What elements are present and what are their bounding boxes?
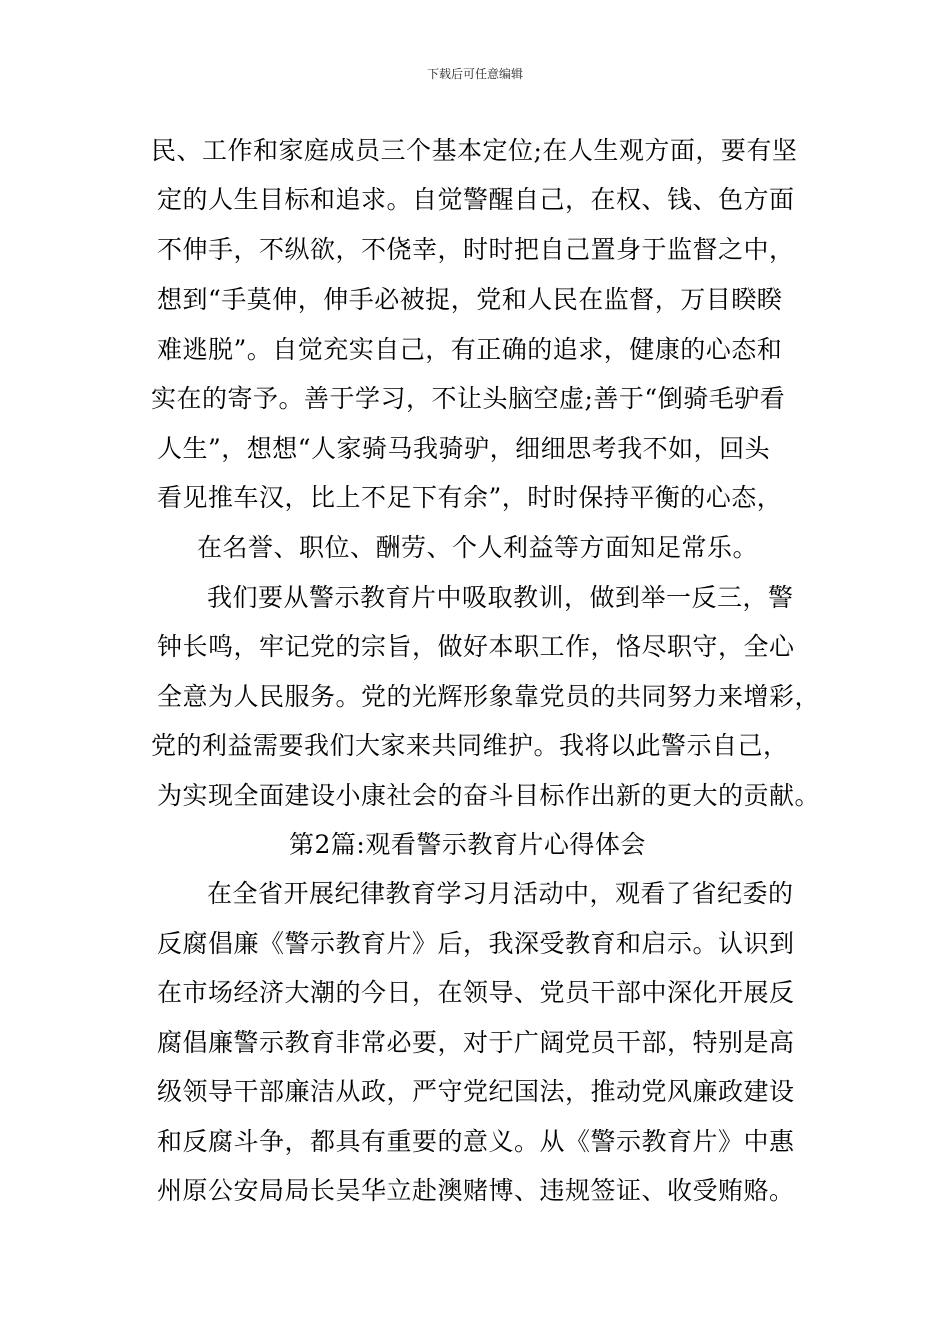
- body-line: 腐倡廉警示教育非常必要，对于广阔党员干部，特别是高: [157, 1028, 795, 1057]
- paragraph-start-line: 我们要从警示教育片中吸取教训，做到举一反三，警: [207, 583, 794, 612]
- body-line: 为实现全面建设小康社会的奋斗目标作出新的更大的贡献。: [157, 781, 821, 810]
- body-line: 钟长鸣，牢记党的宗旨，做好本职工作，恪尽职守，全心: [157, 632, 795, 661]
- body-line: 想到“手莫伸，伸手必被捉，党和人民在监督，万目睽睽: [157, 285, 783, 314]
- body-line: 州原公安局局长吴华立赴澳赌博、违规签证、收受贿赂。: [157, 1176, 795, 1205]
- body-line: 级领导干部廉洁从政，严守党纪国法，推动党风廉政建设: [157, 1077, 795, 1106]
- body-line: 难逃脱”。自觉充实自己，有正确的追求，健康的心态和: [157, 335, 783, 364]
- body-line: 反腐倡廉《警示教育片》后，我深受教育和启示。认识到: [157, 929, 795, 958]
- section-heading: 第2篇:观看警示教育片心得体会: [289, 830, 646, 859]
- body-line: 在市场经济大潮的今日，在领导、党员干部中深化开展反: [157, 978, 795, 1007]
- body-line: 全意为人民服务。党的光辉形象靠党员的共同努力来增彩，: [157, 682, 821, 711]
- paragraph-start-line: 在全省开展纪律教育学习月活动中，观看了省纪委的: [207, 879, 794, 908]
- body-line: 实在的寄予。善于学习，不让头脑空虚;善于“倒骑毛驴看: [151, 384, 786, 413]
- body-line: 和反腐斗争，都具有重要的意义。从《警示教育片》中惠: [157, 1127, 795, 1156]
- body-line: 不伸手，不纵欲，不侥幸，时时把自己置身于监督之中，: [157, 235, 795, 264]
- body-line: 看见推车汉，比上不足下有余”，时时保持平衡的心态，: [157, 483, 783, 512]
- body-line: 在名誉、职位、酬劳、个人利益等方面知足常乐。: [197, 533, 759, 562]
- page-header-note: 下载后可任意编辑: [426, 67, 523, 81]
- body-line: 定的人生目标和追求。自觉警醒自己，在权、钱、色方面: [157, 185, 795, 214]
- body-line: 民、工作和家庭成员三个基本定位;在人生观方面，要有坚: [151, 136, 798, 165]
- body-line: 人生”，想想“人家骑马我骑驴，细细思考我不如，回头: [157, 434, 771, 463]
- body-line: 党的利益需要我们大家来共同维护。我将以此警示自己，: [151, 731, 789, 760]
